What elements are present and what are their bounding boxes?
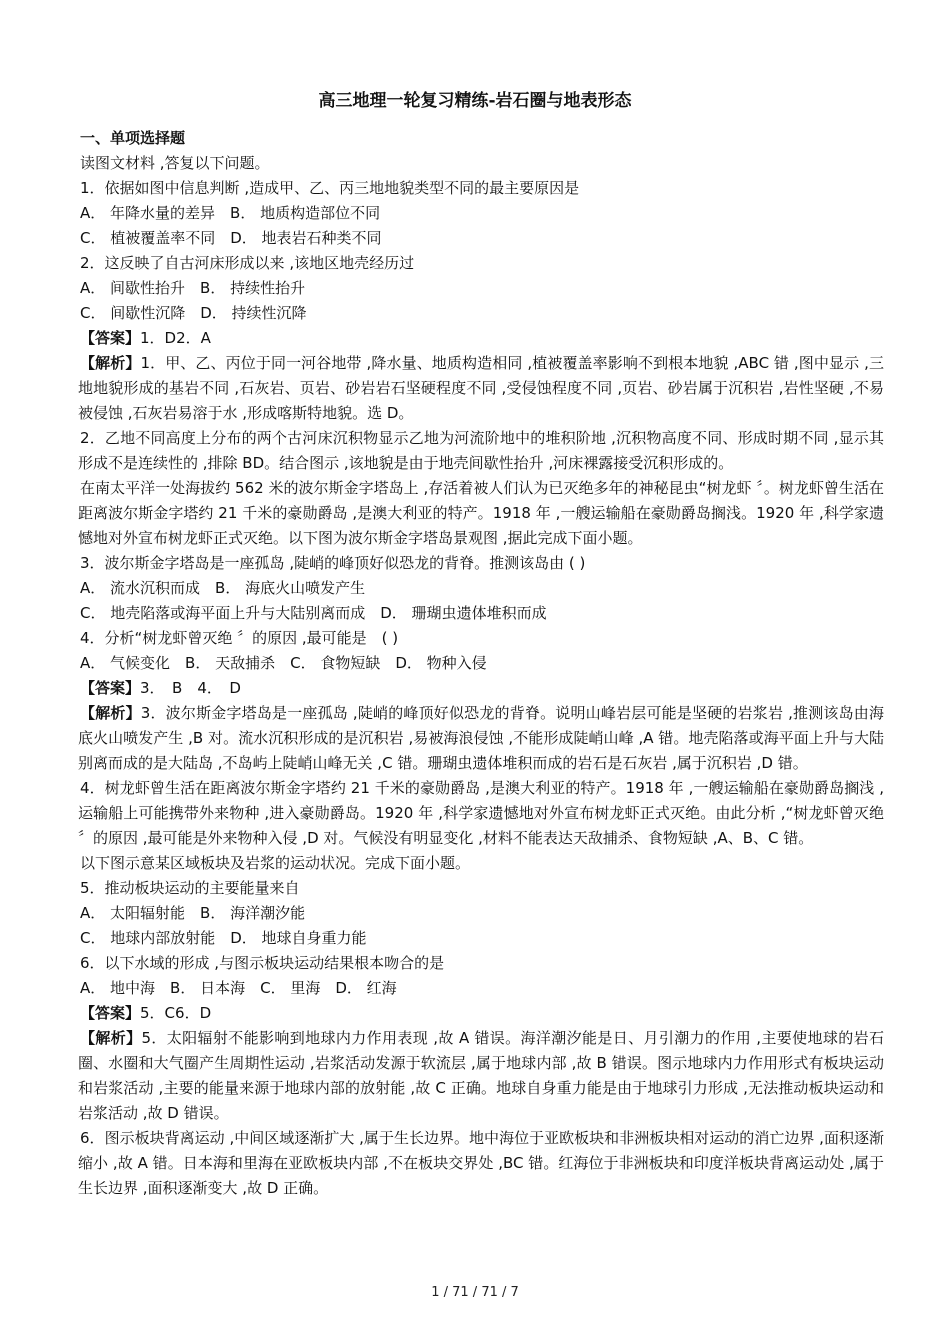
paragraph-text: 6．以下水域的形成 ,与图示板块运动结果根本吻合的是 — [80, 954, 445, 972]
paragraph-label: 【解析】 — [80, 1029, 142, 1047]
text-line — [78, 601, 884, 626]
text-line — [78, 776, 884, 851]
paragraph-text: A． 气候变化 B． 天敌捕杀 C． 食物短缺 D． 物种入侵 — [80, 654, 487, 672]
text-lines — [78, 151, 884, 1201]
text-line — [78, 651, 884, 676]
text-line — [78, 976, 884, 1001]
paragraph-text: 4．树龙虾曾生活在距离波尔斯金字塔约 21 千米的豪勋爵岛 ,是澳大利亚的特产。1918 年 ,一艘运输船在豪勋爵岛搁浅 ,运输船上可能携带外来物种 ,进入豪勋爵岛。1920 年 ,科学家遗憾地对外宣布树龙虾正式灭绝。由此分析 ,“树龙虾曾灭绝 〞的原因 ,最可能是外来物种入侵 ,D 对。气候没有明显变化 ,材料不能表达天敌捕杀、食物短缺 ,A、B、C 错。 — [78, 779, 884, 847]
text-line — [78, 426, 884, 476]
labeled-paragraph — [78, 1026, 884, 1126]
labeled-paragraph — [78, 701, 884, 776]
paragraph-text: 3． B 4． D — [140, 679, 241, 697]
paragraph-text: C． 间歇性沉降 D． 持续性沉降 — [80, 304, 307, 322]
text-line — [78, 276, 884, 301]
paragraph-text: 在南太平洋一处海拔约 562 米的波尔斯金字塔岛上 ,存活着被人们认为已灭绝多年的神秘昆虫“树龙虾 〞。树龙虾曾生活在距离波尔斯金字塔约 21 千米的豪勋爵岛 ,是澳大利亚的特产。1918 年 ,一艘运输船在豪勋爵岛搁浅。1920 年 ,科学家遗憾地对外宣布树龙虾正式灭绝。以下图为波尔斯金字塔岛景观图 ,据此完成下面小题。 — [78, 479, 884, 547]
paragraph-text: 1．依据如图中信息判断 ,造成甲、乙、丙三地地貌类型不同的最主要原因是 — [80, 179, 580, 197]
text-line — [78, 901, 884, 926]
paragraph-text: 3．波尔斯金字塔岛是一座孤岛 ,陡峭的峰顶好似恐龙的背脊。说明山峰岩层可能是坚硬的岩浆岩 ,推测该岛由海底火山喷发产生 ,B 对。流水沉积形成的是沉积岩 ,易被海浪侵蚀 ,不能形成陡峭山峰 ,A 错。地壳陷落或海平面上升与大陆别离而成的是大陆岛 ,不岛屿上陡峭山峰无关 ,C 错。珊瑚虫遗体堆积而成的岩石是石灰岩 ,属于沉积岩 ,D 错。 — [78, 704, 884, 772]
paragraph-text: 5．推动板块运动的主要能量来自 — [80, 879, 300, 897]
paragraph-text: 以下图示意某区域板块及岩浆的运动状况。完成下面小题。 — [80, 854, 471, 872]
labeled-paragraph — [78, 351, 884, 426]
page-number: 1 / 71 / 71 / 7 — [431, 1285, 519, 1300]
paragraph-text: 3．波尔斯金字塔岛是一座孤岛 ,陡峭的峰顶好似恐龙的背脊。推测该岛由 ( ) — [80, 554, 586, 572]
text-line — [78, 926, 884, 951]
labeled-paragraph — [78, 1001, 884, 1026]
paragraph-text: 5．C6．D — [140, 1004, 212, 1022]
paragraph-text: 1．甲、乙、丙位于同一河谷地带 ,降水量、地质构造相同 ,植被覆盖率影响不到根本地貌 ,ABC 错 ,图中显示 ,三地地貌形成的基岩不同 ,石灰岩、页岩、砂岩岩石坚硬程度不同 ,受侵蚀程度不同 ,页岩、砂岩属于沉积岩 ,岩性坚硬 ,不易被侵蚀 ,石灰岩易溶于水 ,形成喀斯特地貌。选 D。 — [78, 354, 884, 422]
paragraph-text: C． 地壳陷落或海平面上升与大陆别离而成 D． 珊瑚虫遗体堆积而成 — [80, 604, 547, 622]
paragraph-text: 6．图示板块背离运动 ,中间区域逐渐扩大 ,属于生长边界。地中海位于亚欧板块和非洲板块相对运动的消亡边界 ,面积逐渐缩小 ,故 A 错。日本海和里海在亚欧板块内部 ,不在板块交界处 ,BC 错。红海位于非洲板块和印度洋板块背离运动处 ,属于生长边界 ,面积逐渐变大 ,故 D 正确。 — [78, 1129, 884, 1197]
section-heading: 一、单项选择题 — [80, 129, 186, 147]
document-body — [78, 126, 884, 1201]
paragraph-text: 2．乙地不同高度上分布的两个古河床沉积物显示乙地为河流阶地中的堆积阶地 ,沉积物高度不同、形成时期不同 ,显示其形成不是连续性的 ,排除 BD。结合图示 ,该地貌是由于地壳间歇性抬升 ,河床裸露接受沉积形成的。 — [78, 429, 884, 472]
paragraph-text: 5．太阳辐射不能影响到地球内力作用表现 ,故 A 错误。海洋潮汐能是日、月引潮力的作用 ,主要使地球的岩石圈、水圈和大气圈产生周期性运动 ,岩浆活动发源于软流层 ,属于地球内部 ,故 B 错误。图示地球内力作用形式有板块运动和岩浆活动 ,主要的能量来源于地球内部的放射能 ,故 C 正确。地球自身重力能是由于地球引力形成 ,无法推动板块运动和岩浆活动 ,故 D 错误。 — [78, 1029, 884, 1122]
paragraph-text: A． 太阳辐射能 B． 海洋潮汐能 — [80, 904, 306, 922]
paragraph-text: A． 地中海 B． 日本海 C． 里海 D． 红海 — [80, 979, 397, 997]
text-line — [78, 851, 884, 876]
paragraph-label: 【答案】 — [80, 679, 141, 697]
text-line — [78, 626, 884, 651]
paragraph-text: A． 流水沉积而成 B． 海底火山喷发产生 — [80, 579, 366, 597]
text-line — [78, 476, 884, 551]
document-title: 高三地理一轮复习精练-岩石圈与地表形态 — [318, 91, 632, 111]
text-line — [78, 301, 884, 326]
paragraph-text: 1．D2．A — [140, 329, 211, 347]
text-line — [78, 951, 884, 976]
paragraph-text: 2．这反映了自古河床形成以来 ,该地区地壳经历过 — [80, 254, 415, 272]
text-line — [78, 551, 884, 576]
text-line — [78, 876, 884, 901]
paragraph-text: C． 植被覆盖率不同 D． 地表岩石种类不同 — [80, 229, 382, 247]
paragraph-label: 【解析】 — [80, 354, 141, 372]
text-line — [78, 251, 884, 276]
paragraph-text: C． 地球内部放射能 D． 地球自身重力能 — [80, 929, 367, 947]
paragraph-label: 【答案】 — [80, 329, 141, 347]
text-line — [78, 176, 884, 201]
text-line — [78, 201, 884, 226]
text-line — [78, 151, 884, 176]
labeled-paragraph — [78, 326, 884, 351]
paragraph-text: A． 间歇性抬升 B． 持续性抬升 — [80, 279, 306, 297]
paragraph-text: 读图文材料 ,答复以下问题。 — [80, 154, 270, 172]
text-line — [78, 576, 884, 601]
paragraph-label: 【答案】 — [80, 1004, 141, 1022]
paragraph-text: A． 年降水量的差异 B． 地质构造部位不同 — [80, 204, 381, 222]
text-line — [78, 1126, 884, 1201]
paragraph-label: 【解析】 — [80, 704, 141, 722]
text-line — [78, 226, 884, 251]
labeled-paragraph — [78, 676, 884, 701]
paragraph-text: 4．分析“树龙虾曾灭绝 〞的原因 ,最可能是 ( ) — [80, 629, 399, 647]
